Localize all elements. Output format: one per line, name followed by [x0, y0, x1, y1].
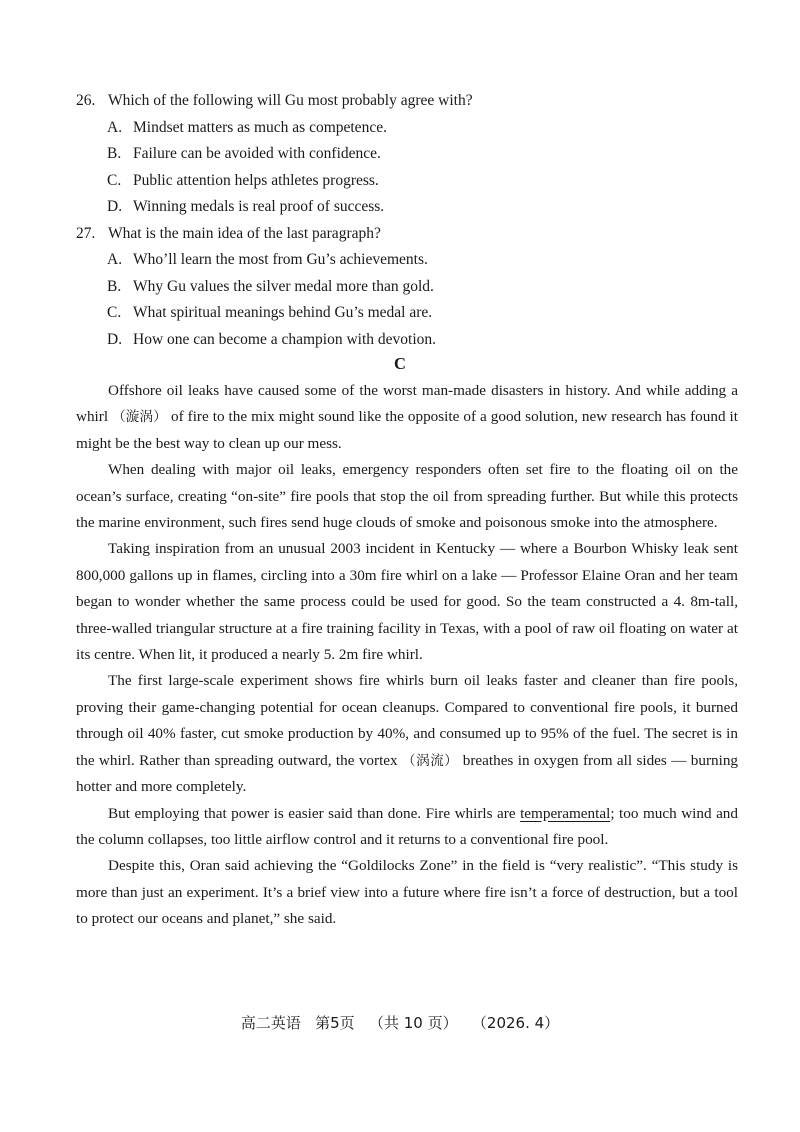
option-text: What spiritual meanings behind Gu’s medal are. [133, 304, 433, 321]
paragraph-text: breathes in oxygen from all sides — burning hotter and more completely. [76, 751, 739, 796]
paragraph-5 [76, 801, 738, 854]
option-d [76, 194, 746, 221]
option-letter: B. [107, 277, 122, 295]
question-26 [76, 88, 746, 221]
underlined-word: temperamental [520, 804, 611, 822]
section-heading: C [394, 354, 406, 373]
question-number: 27. [76, 224, 96, 242]
question-27 [76, 221, 746, 354]
option-text: Public attention helps athletes progress. [133, 171, 379, 189]
reading-passage [76, 378, 738, 933]
question-stem [76, 221, 746, 248]
option-b [76, 141, 746, 168]
paragraph-2: When dealing with major oil leaks, emergency responders often set fire to the floating oil on the ocean’s surface, creating “on-site” fire pools that stop the oil from spreading further. But while this protects the marine environment, such fires send huge clouds of smoke and poisonous smoke into the atmosphere. [76, 461, 738, 532]
paragraph-text: ; too much wind and the column collapses, too little airflow control and it returns to a conventional fire pool. [76, 804, 738, 848]
page-footer: 高二英语 第5页 （共 10 页） （2026. 4） [240, 1014, 560, 1032]
option-c [76, 168, 746, 195]
chinese-gloss: （漩涡） [112, 409, 167, 426]
paragraph-4 [76, 668, 738, 800]
option-b [76, 274, 746, 301]
question-stem [76, 88, 746, 115]
paragraph-text: Offshore oil leaks have caused some of the worst man-made disasters in history. And while adding a whirl [76, 382, 738, 426]
paragraph-1 [76, 378, 738, 457]
option-a [76, 247, 746, 274]
option-text: Who’ll learn the most from Gu’s achievements. [133, 251, 428, 268]
option-text: Winning medals is real proof of success. [133, 198, 385, 215]
option-text: Why Gu values the silver medal more than gold. [133, 277, 434, 295]
option-c [76, 300, 746, 327]
option-text: Failure can be avoided with confidence. [133, 145, 381, 162]
option-letter: D. [107, 198, 123, 215]
paragraph-6: Despite this, Oran said achieving the “Goldilocks Zone” in the field is “very realistic”. “This study is more than just an experiment. It’s a brief view into a future where fire isn’t a force of destruction, but a tool to protect our oceans and planet,” she said. [76, 857, 738, 928]
option-a [76, 115, 746, 142]
paragraph-text: The first large-scale experiment shows fire whirls burn oil leaks faster and cleaner than fire pools, proving their game-changing potential for ocean cleanups. Compared to conventional fire pools, it burned through oil 40% faster, cut smoke production by 40%, and consumed up to 95% of the fuel. The secret is in the whirl. Rather than spreading outward, the vortex [76, 672, 738, 769]
option-letter: D. [107, 330, 123, 348]
paragraph-text: But employing that power is easier said than done. Fire whirls are [108, 804, 516, 822]
chinese-gloss: （涡流） [402, 752, 459, 769]
option-letter: A. [107, 251, 123, 268]
option-d [76, 327, 746, 354]
paragraph-3: Taking inspiration from an unusual 2003 incident in Kentucky — where a Bourbon Whisky leak sent 800,000 gallons up in flames, circling into a 30m fire whirl on a lake — Professor Elaine Oran and her team began to wonder whether the same process could be used for good. So the team constructed a 4. 8m-tall, three-walled triangular structure at a fire training facility in Texas, with a pool of raw oil floating on water at its centre. When lit, it produced a nearly 5. 2m fire whirl. [76, 540, 738, 664]
option-letter: C. [107, 304, 122, 321]
option-letter: B. [107, 145, 122, 162]
paragraph-text: of fire to the mix might sound like the opposite of a good solution, new research has found it might be the best way to clean up our mess. [76, 408, 738, 452]
question-number: 26. [76, 92, 96, 109]
option-letter: C. [107, 171, 122, 189]
question-text: Which of the following will Gu most probably agree with? [108, 92, 473, 109]
question-text: What is the main idea of the last paragraph? [108, 224, 381, 242]
option-text: How one can become a champion with devotion. [133, 330, 437, 348]
option-text: Mindset matters as much as competence. [133, 118, 387, 136]
option-letter: A. [107, 118, 123, 136]
